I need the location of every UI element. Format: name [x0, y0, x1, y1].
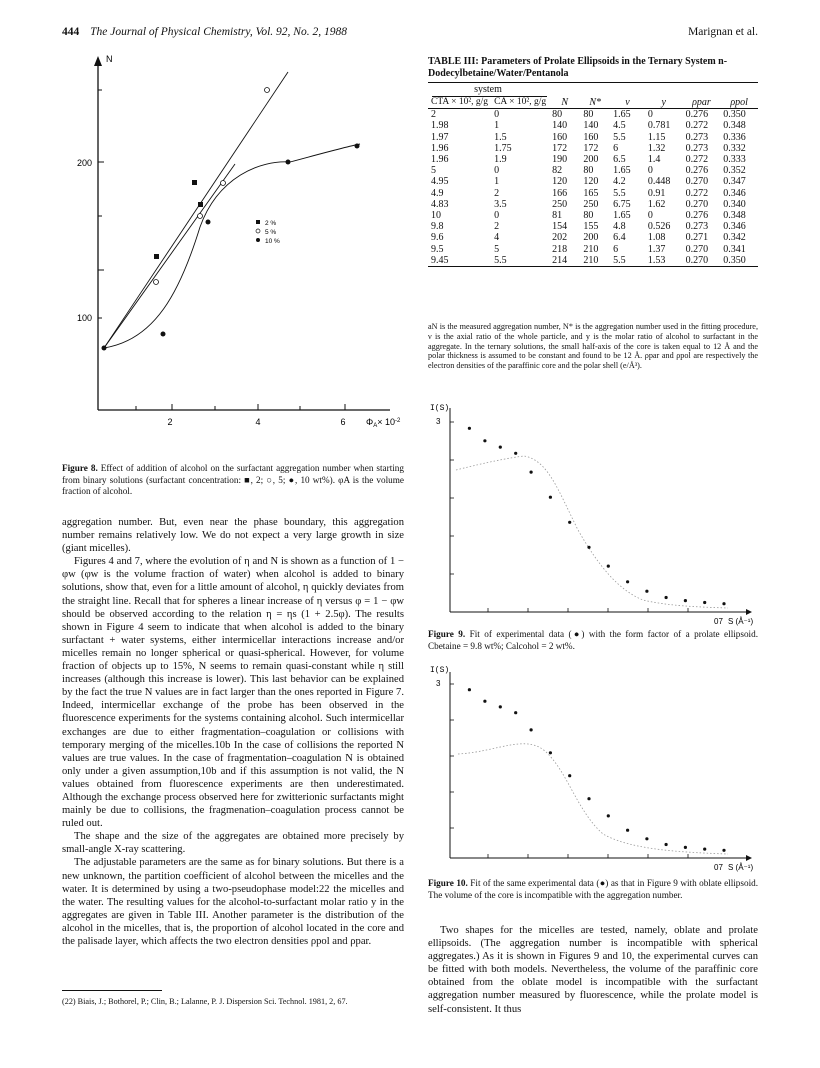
data-point: [587, 797, 590, 800]
table-cell: 6.4: [613, 232, 626, 244]
table-cell: 80: [583, 165, 594, 177]
x-tick-6: 6: [340, 417, 346, 427]
table-cell: 140: [583, 120, 599, 132]
table-cell: 4.83: [431, 198, 449, 210]
table-cell: 1.65: [613, 210, 631, 222]
table-cell: 5.5: [613, 254, 626, 266]
table-cell: 0.272: [685, 154, 709, 166]
series-5pct-point: [198, 214, 203, 219]
data-point: [665, 843, 668, 846]
data-point: [607, 814, 610, 817]
table-cell: 1.32: [647, 142, 666, 154]
data-point: [499, 446, 502, 449]
series-5pct-point: [265, 88, 270, 93]
table-cell: 5: [431, 165, 436, 177]
left-column-body: [62, 516, 404, 948]
table-cell: 1.98: [431, 120, 449, 132]
table-cell: 5: [494, 243, 500, 255]
table-cell: 0.342: [723, 232, 746, 244]
table-cell: 0: [647, 210, 653, 222]
paragraph: The shape and the size of the aggregates are obtained more precisely by small-angle X-ray scattering.: [62, 831, 404, 856]
table-cell: 1.96: [431, 154, 449, 166]
series-10pct-point: [161, 332, 166, 337]
table-cell: 0: [494, 165, 500, 177]
running-authors: Marignan et al.: [688, 26, 758, 38]
data-point: [568, 521, 571, 524]
table-3-grid: [428, 97, 758, 266]
reference-footnote: (22) Biais, J.; Bothorel, P.; Clin, B.; Lalanne, P. J. Dispersion Sci. Technol. 1981, 2, 67.: [62, 997, 348, 1006]
table-cell: 210: [583, 243, 599, 255]
table-cell: 1.65: [613, 165, 631, 177]
table-cell: 140: [552, 120, 568, 132]
table-cell: 0: [647, 165, 653, 177]
x-tick-07: 07: [714, 863, 723, 872]
data-point: [703, 848, 706, 851]
table-cell: 81: [552, 210, 563, 222]
table-cell: 0.272: [685, 187, 709, 199]
legend-10pct: 10 %: [265, 238, 280, 245]
y-tick-100: 100: [76, 313, 92, 323]
series-10pct-point: [206, 220, 211, 225]
series-10pct-point: [355, 144, 360, 149]
table-cell: 9.45: [431, 254, 449, 266]
table-cell: 0.348: [723, 120, 746, 132]
data-point: [530, 728, 533, 731]
col-header: ρpar: [692, 97, 711, 108]
data-point: [468, 427, 471, 430]
table-cell: 1.97: [431, 131, 449, 143]
table-cell: 250: [583, 198, 599, 210]
table-cell: 1.08: [647, 232, 666, 244]
data-point: [468, 688, 471, 691]
table-row: [428, 176, 758, 187]
table-cell: 1.37: [647, 243, 666, 255]
table-cell: 210: [583, 254, 599, 266]
series-2pct-line: [104, 72, 288, 348]
data-point: [665, 596, 668, 599]
x-axis-arrow: [746, 609, 752, 615]
table-cell: 4.9: [431, 187, 444, 199]
data-point: [568, 774, 571, 777]
table-cell: 4.5: [613, 120, 626, 132]
table-row: [428, 120, 758, 131]
table-3-title: TABLE III: Parameters of Prolate Ellipsoids in the Ternary System n-Dodecylbetaine/Water/Pentanola: [428, 56, 728, 79]
table-cell: 0.348: [723, 210, 746, 222]
table-row: [428, 188, 758, 199]
table-cell: 165: [583, 187, 599, 199]
series-10pct-point: [102, 346, 107, 351]
table-cell: 0.781: [647, 120, 671, 132]
data-point: [684, 599, 687, 602]
table-cell: 80: [552, 109, 563, 121]
page-number: 444: [62, 26, 80, 38]
table-cell: 5.5: [613, 187, 626, 199]
y-axis-label: N: [106, 54, 113, 64]
series-5pct-point: [154, 280, 159, 285]
table-row: [428, 244, 758, 255]
figure-8-chart: [60, 52, 405, 460]
table-cell: 0.346: [723, 187, 746, 199]
table-cell: 0.270: [685, 243, 709, 255]
table-cell: 80: [583, 109, 594, 121]
table-cell: 166: [552, 187, 568, 199]
data-point: [722, 849, 725, 852]
col-header: y: [661, 97, 666, 108]
table-row: [428, 221, 758, 232]
table-cell: 1.62: [647, 198, 666, 210]
table-cell: 0.340: [723, 198, 746, 210]
table-cell: 9.5: [431, 243, 444, 255]
table-cell: 0.350: [723, 254, 746, 266]
table-cell: 1.75: [494, 142, 512, 154]
table-cell: 200: [583, 154, 599, 166]
table-cell: 0.273: [685, 221, 709, 233]
table-cell: 10: [431, 210, 441, 222]
table-cell: 1: [494, 176, 500, 188]
table-cell: 0.276: [685, 210, 709, 222]
y-axis-arrow: [94, 56, 102, 66]
data-points: [468, 427, 726, 606]
table-cell: 154: [552, 221, 568, 233]
table-cell: 172: [552, 142, 568, 154]
legend-filled-circle-icon: [256, 238, 260, 242]
table-row: [428, 165, 758, 176]
table-cell: 6: [613, 243, 619, 255]
page-header: [62, 26, 347, 38]
x-tick-07: 07: [714, 617, 723, 626]
table-cell: 0.271: [685, 232, 709, 244]
legend-open-circle-icon: [256, 229, 260, 233]
data-point: [684, 846, 687, 849]
series-2pct-point: [154, 254, 159, 259]
table-cell: 214: [552, 254, 568, 266]
y-axis-label: I(S): [430, 666, 450, 675]
table-cell: 1.9: [494, 154, 507, 166]
legend-5pct: 5 %: [265, 229, 277, 236]
y-tick-3: 3: [436, 417, 441, 426]
table-cell: 190: [552, 154, 568, 166]
table-cell: 1.15: [647, 131, 666, 143]
table-row: [428, 109, 758, 121]
x-axis-label: S (Å⁻¹): [728, 617, 754, 626]
table-cell: 0.273: [685, 142, 709, 154]
table-row: [428, 232, 758, 243]
data-point: [549, 751, 552, 754]
journal-title: The Journal of Physical Chemistry, Vol. 92, No. 2, 1988: [90, 26, 347, 38]
table-cell: 1: [494, 120, 500, 132]
figure-8-caption: Figure 8. Effect of addition of alcohol on the surfactant aggregation number when starting from binary solutions (surfactant concentration: ■, 2; ○, 5; ●, 10 wt%). φA is the volume fraction of alcohol.: [62, 463, 404, 496]
table-cell: 202: [552, 232, 568, 244]
table-cell: 0.350: [723, 109, 746, 121]
table-cell: 0.347: [723, 176, 746, 188]
col-header: ρpol: [730, 97, 748, 108]
table-cell: 120: [552, 176, 568, 188]
table-cell: 0.336: [723, 131, 746, 143]
x-axis-arrow: [746, 855, 752, 861]
table-cell: 1.53: [647, 254, 666, 266]
table-cell: 218: [552, 243, 568, 255]
table-cell: 0.91: [647, 187, 666, 199]
paragraph: Figures 4 and 7, where the evolution of η and N is shown as a function of 1 − φw (φw is the volume fraction of water) when alcohol is added to binary solutions, show that, even for a little amount of alcohol, η quickly deviates from the straight line. Recall that for spheres a linear increase of η versus φ = 1 − φw should be observed according to the relation η = ηs (1 + 2.5φ). The results shown in Figure 4 seem to indicate that when alcohol is added to the binary surfactant + water systems, either intermicellar interactions increase and/or micelles remain no longer spherical or quasi-spherical. However, for volume fraction of objects up to 15%, N seems to remain quasi-constant while η still increases (although this increase is lower). This last behavior can be explained by the fact the true N values are in fact larger than the ones reported in Figure 7. Indeed, intermicellar exchange of the probe has been observed in the fluorescence experiments for the systems containing alcohol. Such intermicellar exchanges are due to either fragmentation–coagulation or collisions with temporary merging of the micelles.10b In the case of collisions the reported N values are true values. In the case of fragmentation–coagulation N is obtained only under a given assumption,10b and if this assumption is not valid, the N values obtained from fluorescence experiments are then underestimated. Although the exchange process observed here for zwitterionic surfactants might mainly be due to collisions, the fragmenation–coagulation process cannot be ruled out.: [62, 556, 404, 830]
data-point: [530, 471, 533, 474]
table-cell: 0.272: [685, 120, 709, 132]
table-cell: 2: [494, 221, 500, 233]
y-tick-200: 200: [76, 158, 92, 168]
fit-curve: [456, 456, 728, 608]
table-cell: 3.5: [494, 198, 507, 210]
series-5pct-point: [221, 181, 226, 186]
col-header: N*: [589, 97, 602, 108]
figure-9-chart: [428, 400, 758, 632]
table-cell: 0.276: [685, 109, 709, 121]
table-cell: 0.333: [723, 154, 746, 166]
table-cell: 5.5: [494, 254, 507, 266]
table-cell: 0: [647, 109, 653, 121]
data-point: [483, 439, 486, 442]
table-cell: 4.2: [613, 176, 626, 188]
table-cell: 1.65: [613, 109, 631, 121]
table-cell: 0.341: [723, 243, 746, 255]
table-cell: 80: [583, 210, 594, 222]
table-row: [428, 143, 758, 154]
data-point: [703, 601, 706, 604]
table-cell: 0.526: [647, 221, 671, 233]
table-cell: 4.8: [613, 221, 626, 233]
data-point: [499, 705, 502, 708]
fit-curve: [458, 744, 728, 854]
legend-2pct: 2 %: [265, 220, 277, 227]
table-row: [428, 199, 758, 210]
series-5pct-line: [104, 164, 235, 348]
data-point: [483, 700, 486, 703]
col-header: ν: [625, 97, 630, 108]
table-cell: 0.273: [685, 131, 709, 143]
footnote-rule: [62, 990, 162, 991]
series-2pct-point: [192, 180, 197, 185]
series-2pct-point: [198, 202, 203, 207]
table-row: [428, 132, 758, 143]
data-point: [626, 829, 629, 832]
table-cell: 9.8: [431, 221, 444, 233]
table-cell: 120: [583, 176, 599, 188]
data-point: [514, 711, 517, 714]
table-cell: 160: [583, 131, 599, 143]
paragraph: The adjustable parameters are the same as for binary solutions. But there is a new unknown, the partition coefficient of alcohol between the micelles and the water. It is determined by using a two-pseudophase model:22 the micelles and the water. The resulting values for the alcohol-to-surfactant molar ratio y in the aggregates are given in Table III. Another parameter is the distribution of the alcohol in the micelles, that is, the proportion of alcohol located in the core and the palisade layer, which affects the two electron densities ρpol and ρpar.: [62, 857, 404, 947]
table-cell: 9.6: [431, 232, 444, 244]
figure-10-caption: Figure 10. Fit of the same experimental data (●) as that in Figure 9 with oblate ellipsoid. The volume of the core is incompatible with the aggregation number.: [428, 878, 759, 900]
figure-9-caption: Figure 9. Fit of experimental data (●) with the form factor of a prolate ellipsoid. Cbetaine = 9.8 wt%; Calcohol = 2 wt%.: [428, 629, 758, 651]
y-axis-label: I(S): [430, 404, 450, 413]
x-tick-2: 2: [167, 417, 173, 427]
table-cell: 0.270: [685, 198, 709, 210]
col-header: CA × 10², g/g: [494, 97, 547, 107]
data-point: [549, 496, 552, 499]
table-cell: 0: [494, 210, 500, 222]
group-header: system: [474, 84, 502, 95]
data-point: [587, 546, 590, 549]
table-cell: 4.95: [431, 176, 449, 188]
data-point: [514, 452, 517, 455]
x-tick-4: 4: [255, 417, 261, 427]
table-3: [428, 82, 758, 267]
table-cell: 1.4: [647, 154, 661, 166]
data-point: [645, 837, 648, 840]
table-cell: 6.5: [613, 154, 626, 166]
table-cell: 0.332: [723, 142, 746, 154]
table-cell: 0.346: [723, 221, 746, 233]
table-cell: 172: [583, 142, 599, 154]
table-cell: 0: [494, 109, 500, 121]
col-header: CTA × 10², g/g: [431, 97, 489, 107]
data-point: [607, 565, 610, 568]
table-cell: 0.270: [685, 254, 709, 266]
data-point: [722, 602, 725, 605]
table-cell: 160: [552, 131, 568, 143]
series-10pct-point: [286, 160, 291, 165]
series-10pct-line: [104, 144, 360, 348]
table-cell: 0.448: [647, 176, 671, 188]
col-header: N: [561, 97, 569, 108]
table-row: [428, 210, 758, 221]
table-cell: 6.75: [613, 198, 631, 210]
right-column-body: Two shapes for the micelles are tested, namely, oblate and prolate ellipsoids. (The aggregation number is incompatible with spherical aggregates.) As it is shown in Figures 9 and 10, the experimental curves can be fitted with both models. Nevertheless, the volume of the paraffinic core obtained from the oblate model is incompatible with the surfactant aggregation number measured by fluorescence, while the prolate model is self-consistent. It thus: [428, 925, 758, 1015]
x-axis-label: S (Å⁻¹): [728, 863, 754, 872]
table-cell: 1.5: [494, 131, 507, 143]
legend-square-icon: [256, 220, 260, 224]
table-cell: 5.5: [613, 131, 626, 143]
table-cell: 1.96: [431, 142, 449, 154]
paragraph: aggregation number. But, even near the phase boundary, this aggregation number remains relatively low. We do not expect a very large growth in size (giant micelles).: [62, 517, 404, 555]
table-3-footnote: aN is the measured aggregation number, N* is the aggregation number used in the fitting procedure, ν is the axial ratio of the whole particle, and y is the molar ratio of alcohol to surfactant in the aggregate. In the ternary solutions, the small half-axis of the core is taken equal to 12 Å and the polar thickness is assumed to be constant and found to be 12 Å. ρpar and ρpol are respectively the electron densities of the paraffinic core and the polar shell (e/Å³).: [428, 322, 758, 371]
table-cell: 4: [494, 232, 500, 244]
table-cell: 0.270: [685, 176, 709, 188]
table-cell: 0.352: [723, 165, 746, 177]
table-cell: 2: [431, 109, 436, 121]
y-tick-3: 3: [436, 679, 441, 688]
figure-10-chart: [428, 662, 758, 876]
x-axis-label: $\Phi_A\times 10^{-2}$: [366, 417, 401, 429]
table-cell: 155: [583, 221, 599, 233]
table-cell: 2: [494, 187, 500, 199]
table-cell: 6: [613, 142, 619, 154]
table-row: [428, 154, 758, 165]
data-point: [645, 590, 648, 593]
data-point: [626, 580, 629, 583]
table-cell: 0.276: [685, 165, 709, 177]
table-row: [428, 255, 758, 266]
table-cell: 250: [552, 198, 568, 210]
table-cell: 82: [552, 165, 563, 177]
table-cell: 200: [583, 232, 599, 244]
